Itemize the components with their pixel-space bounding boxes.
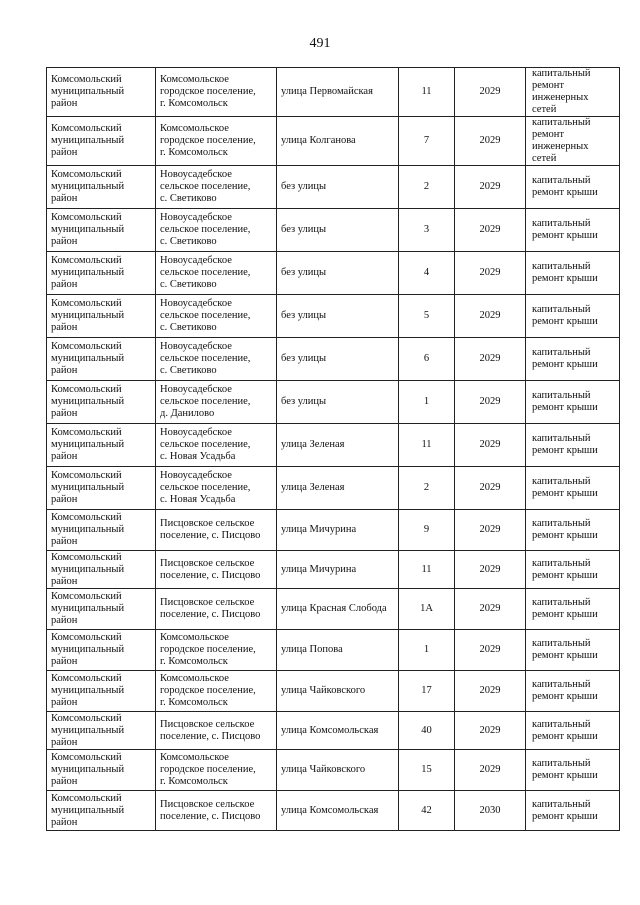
district-cell — [47, 166, 156, 209]
house-number-cell — [399, 381, 455, 424]
work-type-cell — [526, 68, 620, 117]
settlement-cell — [156, 551, 277, 589]
settlement-cell-text: Новоусадебское сельское поселение, с. Светиково — [160, 298, 251, 333]
table-row — [47, 671, 620, 712]
district-cell — [47, 589, 156, 630]
district-cell-text: Комсомольский муниципальный район — [51, 712, 125, 748]
settlement-cell-text: Писцовское сельское поселение, с. Писцово — [160, 557, 261, 581]
district-cell-text: Комсомольский муниципальный район — [51, 341, 125, 376]
street-cell-text: улица Колганова — [281, 135, 356, 146]
settlement-cell — [156, 338, 277, 381]
year-cell-text: 2029 — [479, 764, 501, 775]
work-type-cell — [526, 338, 620, 381]
work-type-cell-text: капитальный ремонт инженерных сетей — [532, 117, 591, 164]
year-cell-text: 2029 — [479, 224, 501, 235]
district-cell-text: Комсомольский муниципальный район — [51, 123, 125, 158]
house-number-cell — [399, 551, 455, 589]
work-type-cell-text: капитальный ремонт крыши — [532, 175, 598, 198]
district-cell-text: Комсомольский муниципальный район — [51, 212, 125, 247]
house-number-cell-text: 17 — [421, 685, 432, 696]
table-row — [47, 510, 620, 551]
settlement-cell — [156, 424, 277, 467]
year-cell — [455, 750, 526, 791]
work-type-cell-text: капитальный ремонт крыши — [532, 597, 598, 620]
house-number-cell — [399, 467, 455, 510]
house-number-cell-text: 7 — [423, 135, 430, 146]
district-cell — [47, 117, 156, 166]
work-type-cell-text: капитальный ремонт крыши — [532, 638, 598, 661]
settlement-cell — [156, 510, 277, 551]
table-row — [47, 750, 620, 791]
work-type-cell-text: капитальный ремонт крыши — [532, 557, 598, 581]
house-number-cell-text: 2 — [423, 482, 430, 493]
table-body — [47, 68, 620, 831]
work-type-cell — [526, 712, 620, 750]
year-cell — [455, 589, 526, 630]
work-type-cell — [526, 510, 620, 551]
work-type-cell — [526, 381, 620, 424]
street-cell — [277, 295, 399, 338]
settlement-cell-text: Писцовское сельское поселение, с. Писцово — [160, 597, 261, 620]
street-cell-text: улица Чайковского — [281, 685, 366, 696]
year-cell — [455, 381, 526, 424]
work-type-cell-text: капитальный ремонт крыши — [532, 758, 598, 781]
district-cell-text: Комсомольский муниципальный район — [51, 384, 125, 419]
district-cell-text: Комсомольский муниципальный район — [51, 74, 125, 109]
street-cell-text: улица Первомайская — [281, 86, 373, 97]
settlement-cell — [156, 750, 277, 791]
settlement-cell — [156, 630, 277, 671]
district-cell — [47, 338, 156, 381]
year-cell-text: 2029 — [479, 724, 501, 736]
table-row — [47, 589, 620, 630]
house-number-cell-text: 2 — [423, 181, 430, 192]
year-cell-text: 2029 — [479, 439, 501, 450]
table-row — [47, 424, 620, 467]
house-number-cell-text: 1А — [420, 603, 433, 614]
district-cell — [47, 712, 156, 750]
settlement-cell — [156, 671, 277, 712]
district-cell-text: Комсомольский муниципальный район — [51, 591, 125, 626]
table-row — [47, 209, 620, 252]
work-type-cell — [526, 467, 620, 510]
house-number-cell — [399, 510, 455, 551]
year-cell — [455, 209, 526, 252]
year-cell-text: 2029 — [479, 181, 501, 192]
work-type-cell-text: капитальный ремонт крыши — [532, 518, 598, 541]
district-cell-text: Комсомольский муниципальный район — [51, 673, 125, 708]
work-type-cell-text: капитальный ремонт крыши — [532, 390, 598, 413]
district-cell — [47, 295, 156, 338]
house-number-cell — [399, 712, 455, 750]
table-row — [47, 166, 620, 209]
house-number-cell — [399, 209, 455, 252]
district-cell — [47, 750, 156, 791]
work-type-cell — [526, 209, 620, 252]
house-number-cell-text: 15 — [421, 764, 432, 775]
house-number-cell — [399, 338, 455, 381]
year-cell-text: 2029 — [479, 524, 501, 535]
year-cell — [455, 68, 526, 117]
house-number-cell-text: 3 — [423, 224, 430, 235]
settlement-cell — [156, 589, 277, 630]
district-cell-text: Комсомольский муниципальный район — [51, 298, 125, 333]
district-cell — [47, 209, 156, 252]
house-number-cell — [399, 424, 455, 467]
year-cell-text: 2029 — [479, 353, 501, 364]
table-row — [47, 252, 620, 295]
street-cell-text: улица Красная Слобода — [281, 603, 387, 614]
year-cell-text: 2029 — [479, 603, 501, 614]
street-cell-text: без улицы — [281, 267, 327, 278]
year-cell — [455, 424, 526, 467]
house-number-cell — [399, 791, 455, 831]
settlement-cell-text: Писцовское сельское поселение, с. Писцово — [160, 718, 261, 742]
settlement-cell-text: Новоусадебское сельское поселение, с. Новая Усадьба — [160, 427, 251, 462]
street-cell — [277, 252, 399, 295]
street-cell — [277, 791, 399, 831]
street-cell-text: без улицы — [281, 224, 327, 235]
work-type-cell — [526, 424, 620, 467]
year-cell — [455, 791, 526, 831]
district-cell-text: Комсомольский муниципальный район — [51, 512, 125, 547]
table-row — [47, 117, 620, 166]
house-number-cell-text: 42 — [421, 804, 432, 816]
house-number-cell — [399, 252, 455, 295]
house-number-cell — [399, 589, 455, 630]
street-cell — [277, 209, 399, 252]
year-cell — [455, 467, 526, 510]
settlement-cell-text: Комсомольское городское поселение, г. Комсомольск — [160, 632, 256, 667]
work-type-cell — [526, 295, 620, 338]
street-cell-text: улица Зеленая — [281, 439, 345, 450]
house-number-cell — [399, 750, 455, 791]
repair-schedule-table — [46, 67, 620, 831]
work-type-cell-text: капитальный ремонт крыши — [532, 304, 598, 327]
settlement-cell — [156, 791, 277, 831]
district-cell-text: Комсомольский муниципальный район — [51, 551, 125, 587]
street-cell-text: улица Зеленая — [281, 482, 345, 493]
table-row — [47, 630, 620, 671]
house-number-cell — [399, 671, 455, 712]
settlement-cell-text: Новоусадебское сельское поселение, с. Светиково — [160, 341, 251, 376]
house-number-cell-text: 1 — [423, 396, 430, 407]
work-type-cell-text: капитальный ремонт крыши — [532, 798, 598, 822]
house-number-cell-text: 4 — [423, 267, 430, 278]
street-cell — [277, 630, 399, 671]
work-type-cell — [526, 252, 620, 295]
year-cell — [455, 117, 526, 166]
street-cell — [277, 424, 399, 467]
work-type-cell — [526, 117, 620, 166]
table-row — [47, 551, 620, 589]
district-cell-text: Комсомольский муниципальный район — [51, 470, 125, 505]
street-cell-text: улица Мичурина — [281, 563, 357, 575]
table-row — [47, 791, 620, 831]
house-number-cell-text: 40 — [421, 724, 432, 736]
work-type-cell — [526, 750, 620, 791]
street-cell — [277, 551, 399, 589]
street-cell — [277, 589, 399, 630]
street-cell — [277, 381, 399, 424]
year-cell-text: 2029 — [479, 644, 501, 655]
settlement-cell-text: Комсомольское городское поселение, г. Комсомольск — [160, 752, 256, 787]
settlement-cell — [156, 209, 277, 252]
district-cell-text: Комсомольский муниципальный район — [51, 255, 125, 290]
year-cell-text: 2030 — [479, 804, 501, 816]
settlement-cell-text: Новоусадебское сельское поселение, д. Данилово — [160, 384, 251, 419]
settlement-cell — [156, 712, 277, 750]
work-type-cell — [526, 671, 620, 712]
year-cell — [455, 712, 526, 750]
street-cell — [277, 117, 399, 166]
year-cell-text: 2029 — [479, 310, 501, 321]
table-row — [47, 295, 620, 338]
street-cell — [277, 467, 399, 510]
settlement-cell — [156, 381, 277, 424]
district-cell — [47, 424, 156, 467]
district-cell — [47, 510, 156, 551]
street-cell-text: без улицы — [281, 310, 327, 321]
district-cell — [47, 671, 156, 712]
work-type-cell — [526, 589, 620, 630]
settlement-cell — [156, 68, 277, 117]
table-row — [47, 68, 620, 117]
district-cell — [47, 467, 156, 510]
work-type-cell — [526, 551, 620, 589]
year-cell-text: 2029 — [479, 563, 501, 575]
work-type-cell-text: капитальный ремонт крыши — [532, 718, 598, 742]
street-cell — [277, 338, 399, 381]
street-cell-text: улица Мичурина — [281, 524, 357, 535]
page-number: 491 — [309, 36, 331, 51]
house-number-cell-text: 11 — [421, 86, 432, 97]
year-cell — [455, 166, 526, 209]
street-cell — [277, 166, 399, 209]
house-number-cell-text: 5 — [423, 310, 430, 321]
work-type-cell — [526, 630, 620, 671]
settlement-cell-text: Писцовское сельское поселение, с. Писцово — [160, 798, 261, 822]
work-type-cell-text: капитальный ремонт крыши — [532, 261, 598, 284]
work-type-cell-text: капитальный ремонт крыши — [532, 476, 598, 499]
house-number-cell-text: 11 — [421, 439, 432, 450]
settlement-cell — [156, 117, 277, 166]
work-type-cell-text: капитальный ремонт инженерных сетей — [532, 68, 591, 115]
year-cell-text: 2029 — [479, 267, 501, 278]
district-cell — [47, 630, 156, 671]
street-cell-text: улица Комсомольская — [281, 724, 379, 736]
street-cell-text: без улицы — [281, 181, 327, 192]
house-number-cell-text: 9 — [423, 524, 430, 535]
work-type-cell — [526, 791, 620, 831]
street-cell-text: без улицы — [281, 353, 327, 364]
street-cell — [277, 510, 399, 551]
district-cell-text: Комсомольский муниципальный район — [51, 752, 125, 787]
year-cell — [455, 510, 526, 551]
district-cell-text: Комсомольский муниципальный район — [51, 792, 125, 828]
table-row — [47, 338, 620, 381]
house-number-cell-text: 1 — [423, 644, 430, 655]
settlement-cell-text: Комсомольское городское поселение, г. Комсомольск — [160, 74, 256, 109]
year-cell — [455, 338, 526, 381]
settlement-cell-text: Новоусадебское сельское поселение, с. Светиково — [160, 169, 251, 204]
table-row — [47, 381, 620, 424]
district-cell — [47, 252, 156, 295]
year-cell — [455, 295, 526, 338]
work-type-cell-text: капитальный ремонт крыши — [532, 218, 598, 241]
settlement-cell-text: Новоусадебское сельское поселение, с. Светиково — [160, 255, 251, 290]
house-number-cell — [399, 117, 455, 166]
house-number-cell — [399, 630, 455, 671]
district-cell — [47, 551, 156, 589]
house-number-cell — [399, 295, 455, 338]
street-cell — [277, 671, 399, 712]
settlement-cell-text: Писцовское сельское поселение, с. Писцово — [160, 518, 261, 541]
street-cell-text: без улицы — [281, 396, 327, 407]
work-type-cell-text: капитальный ремонт крыши — [532, 347, 598, 370]
table-row — [47, 467, 620, 510]
settlement-cell — [156, 295, 277, 338]
year-cell — [455, 671, 526, 712]
settlement-cell — [156, 467, 277, 510]
house-number-cell — [399, 166, 455, 209]
street-cell — [277, 68, 399, 117]
year-cell-text: 2029 — [479, 685, 501, 696]
district-cell — [47, 68, 156, 117]
year-cell — [455, 551, 526, 589]
year-cell-text: 2029 — [479, 135, 501, 146]
settlement-cell-text: Комсомольское городское поселение, г. Комсомольск — [160, 123, 256, 158]
settlement-cell-text: Новоусадебское сельское поселение, с. Новая Усадьба — [160, 470, 251, 505]
street-cell — [277, 750, 399, 791]
year-cell — [455, 252, 526, 295]
district-cell-text: Комсомольский муниципальный район — [51, 632, 125, 667]
settlement-cell — [156, 166, 277, 209]
district-cell-text: Комсомольский муниципальный район — [51, 427, 125, 462]
street-cell-text: улица Попова — [281, 644, 343, 655]
year-cell-text: 2029 — [479, 86, 501, 97]
district-cell — [47, 791, 156, 831]
work-type-cell — [526, 166, 620, 209]
house-number-cell-text: 6 — [423, 353, 430, 364]
table-row — [47, 712, 620, 750]
street-cell-text: улица Комсомольская — [281, 804, 379, 816]
settlement-cell-text: Новоусадебское сельское поселение, с. Светиково — [160, 212, 251, 247]
street-cell — [277, 712, 399, 750]
settlement-cell — [156, 252, 277, 295]
settlement-cell-text: Комсомольское городское поселение, г. Комсомольск — [160, 673, 256, 708]
district-cell — [47, 381, 156, 424]
year-cell-text: 2029 — [479, 482, 501, 493]
district-cell-text: Комсомольский муниципальный район — [51, 169, 125, 204]
house-number-cell — [399, 68, 455, 117]
house-number-cell-text: 11 — [421, 563, 432, 575]
work-type-cell-text: капитальный ремонт крыши — [532, 433, 598, 456]
year-cell — [455, 630, 526, 671]
street-cell-text: улица Чайковского — [281, 764, 366, 775]
work-type-cell-text: капитальный ремонт крыши — [532, 679, 598, 702]
year-cell-text: 2029 — [479, 396, 501, 407]
